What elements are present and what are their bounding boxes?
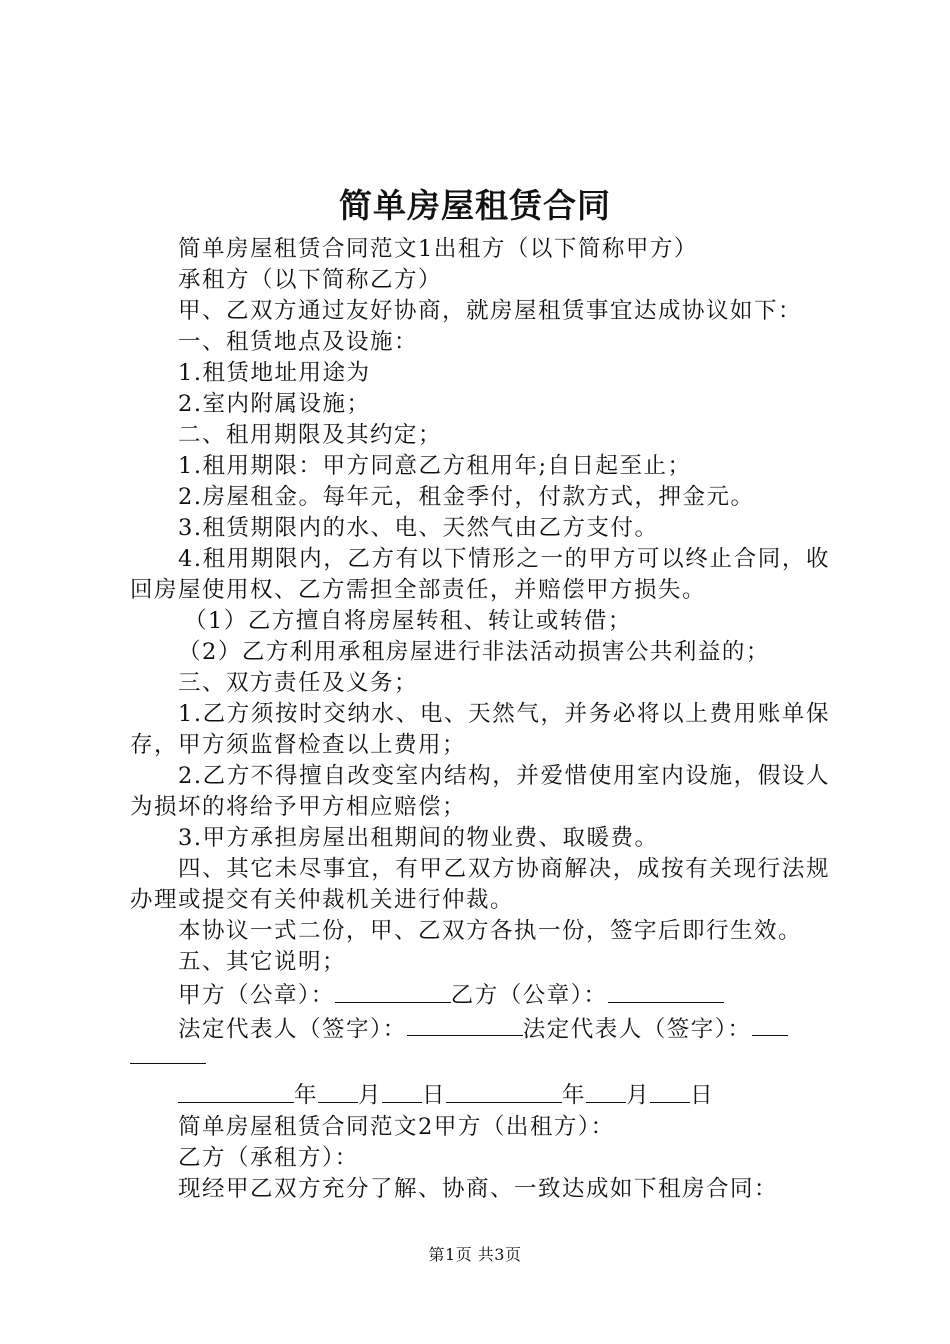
section-heading: 三、双方责任及义务； bbox=[178, 670, 419, 696]
legal-rep-b-blank-tail bbox=[130, 1039, 206, 1064]
month-blank-b bbox=[586, 1078, 626, 1103]
list-item: 1.租赁地址用途为 bbox=[178, 360, 371, 386]
list-item: （2）乙方利用承租房屋进行非法活动损害公共利益的； bbox=[178, 639, 770, 665]
section-heading: 五、其它说明； bbox=[178, 949, 347, 975]
day-label-a: 日 bbox=[422, 1082, 447, 1109]
list-item: 2.乙方不得擅自改变室内结构，并爱惜使用室内设施，假设人为损坏的将给予甲方相应赔偿； bbox=[130, 763, 830, 820]
day-blank-a bbox=[382, 1078, 422, 1103]
legal-rep-a-label: 法定代表人（签字）： bbox=[178, 1016, 407, 1043]
paragraph: 乙方（承租方）： bbox=[178, 1144, 359, 1171]
paragraph: 本协议一式二份，甲、乙双方各执一份，签字后即行生效。 bbox=[178, 918, 803, 944]
section-heading: 一、租赁地点及设施： bbox=[178, 329, 419, 355]
list-item: 1.租用期限：甲方同意乙方租用年;自日起至止； bbox=[178, 453, 692, 479]
party-a-seal-label: 甲方（公章）： bbox=[178, 982, 335, 1009]
page-footer: 第1页 共3页 bbox=[428, 1245, 522, 1264]
month-label-a: 月 bbox=[358, 1082, 383, 1109]
paragraph: 现经甲乙双方充分了解、协商、一致达成如下租房合同： bbox=[178, 1175, 779, 1202]
party-b-seal-label: 乙方（公章）： bbox=[450, 982, 608, 1009]
date-line bbox=[130, 1078, 830, 1112]
list-item: （1）乙方擅自将房屋转租、转让或转借； bbox=[184, 608, 632, 634]
paragraph: 承租方（以下简称乙方） bbox=[178, 267, 443, 293]
party-b-seal-blank bbox=[608, 978, 724, 1003]
paragraph: 简单房屋租赁合同范文1出租方（以下简称甲方） bbox=[178, 236, 698, 262]
legal-rep-blank-continuation bbox=[130, 1045, 830, 1076]
year-label-a: 年 bbox=[294, 1082, 319, 1109]
day-label-b: 日 bbox=[690, 1082, 715, 1109]
section-heading: 四、其它未尽事宜，有甲乙双方协商解决，成按有关现行法规办理或提交有关仲裁机关进行仲裁。 bbox=[130, 856, 830, 913]
list-item: 2.室内附属设施； bbox=[178, 391, 371, 417]
section-heading: 二、租用期限及其约定； bbox=[178, 422, 443, 448]
year-label-b: 年 bbox=[562, 1082, 587, 1109]
day-blank-b bbox=[650, 1078, 690, 1103]
document-title: 简单房屋租赁合同 bbox=[339, 186, 611, 225]
month-blank-a bbox=[318, 1078, 358, 1103]
paragraph: 甲、乙双方通过友好协商，就房屋租赁事宜达成协议如下： bbox=[178, 298, 803, 324]
month-label-b: 月 bbox=[626, 1082, 651, 1109]
list-item: 4.租用期限内，乙方有以下情形之一的甲方可以终止合同，收回房屋使用权、乙方需担全部责任，并赔偿甲方损失。 bbox=[130, 546, 830, 603]
legal-rep-b-label: 法定代表人（签字）： bbox=[522, 1016, 752, 1043]
year-blank-b bbox=[446, 1078, 562, 1103]
legal-rep-b-blank bbox=[752, 1012, 788, 1037]
paragraph: 简单房屋租赁合同范文2甲方（出租方）： bbox=[178, 1113, 615, 1140]
legal-rep-line bbox=[130, 1012, 830, 1046]
list-item: 3.租赁期限内的水、电、天然气由乙方支付。 bbox=[178, 515, 659, 541]
party-a-seal-blank bbox=[335, 978, 451, 1003]
list-item: 1.乙方须按时交纳水、电、天然气，并务必将以上费用账单保存，甲方须监督检查以上费用； bbox=[130, 701, 830, 758]
year-blank-a bbox=[178, 1078, 294, 1103]
list-item: 2.房屋租金。每年元，租金季付，付款方式，押金元。 bbox=[178, 484, 755, 510]
seal-line bbox=[130, 978, 830, 1012]
legal-rep-a-blank bbox=[407, 1012, 523, 1037]
document-body bbox=[130, 234, 830, 1205]
list-item: 3.甲方承担房屋出租期间的物业费、取暖费。 bbox=[178, 825, 659, 851]
